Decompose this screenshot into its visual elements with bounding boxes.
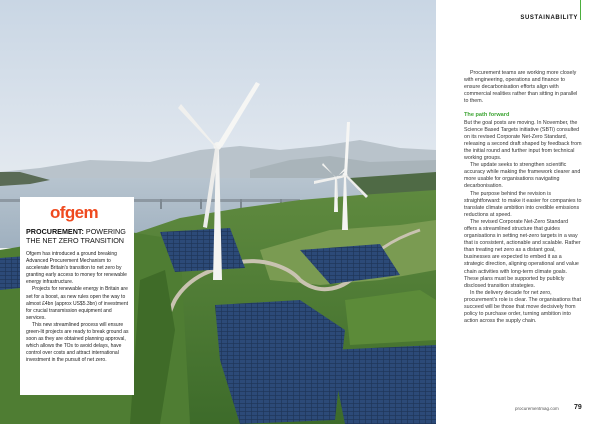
article-paragraph: In the delivery decade for net zero, procurement's role is clear. The organisations that succeed will be those that move decisively from policy to purchase order, turning ambition into action across the supply chain. <box>464 289 581 325</box>
sidebar-body <box>26 251 129 365</box>
sidebar-title-bold: PROCUREMENT: <box>26 227 84 236</box>
article-paragraph: The revised Corporate Net-Zero Standard offers a streamlined structure that guides organisations in setting net-zero targets in a way that is consistent, actionable and scalable. Rather than treating net zero as a distant goal, businesses are expected to embed it as a strategic direction, aligning operational and value chain activities with long-term climate goals. These plans must be supported by publicly disclosed transition strategies. <box>464 218 581 289</box>
article-paragraph: The purpose behind the revision is straightforward: to make it easier for companies to translate climate ambition into credible emissions reductions at speed. <box>464 190 582 218</box>
sidebar-title <box>26 227 129 245</box>
section-label: SUSTAINABILITY <box>520 15 578 21</box>
article-column <box>464 70 582 325</box>
article-subheading: The path forward <box>464 112 510 119</box>
article-paragraph: The update seeks to strengthen scientific accuracy while making the framework clearer and more usable for organisations navigating decarbonisation. <box>464 162 581 190</box>
sidebar-title-rest: POWERING THE NET ZERO TRANSITION <box>26 227 126 245</box>
sidebar-paragraph: Projects for renewable energy in Britain are set for a boost, as new rules open the way to almost £4bn (approx US$5.3bn) of investment for crucial transmission equipment and services. <box>26 286 128 321</box>
page-number: 79 <box>574 404 582 411</box>
site-url[interactable]: procurementmag.com <box>515 406 559 411</box>
ofgem-sidebar-card <box>20 197 134 395</box>
sidebar-paragraph: This new streamlined process will ensure green-lit projects are ready to break ground as soon as they are obtained planning approval, which allows the TOs to avoid delays, have control over costs and attract international investment in the pursuit of net zero. <box>26 321 129 364</box>
article-intro: Procurement teams are working more closely with engineering, operations and finance to ensure decarbonisation efforts align with commercial realities rather than sitting in parallel to them. <box>464 70 578 105</box>
ofgem-logo: ofgem <box>50 203 99 222</box>
section-accent-line <box>580 0 581 20</box>
sidebar-paragraph: Ofgem has introduced a ground breaking Advanced Procurement Mechanism to accelerate Britain's transition to net zero by granting early access to money for renewable energy infrastructure. <box>26 251 127 286</box>
article-paragraph: But the goal posts are moving. In November, the Science Based Targets initiative (SBTi) consulted on its revised Corporate Net-Zero Standard, releasing a second draft shaped by feedback from the initial round and further input from technical working groups. <box>464 119 582 162</box>
